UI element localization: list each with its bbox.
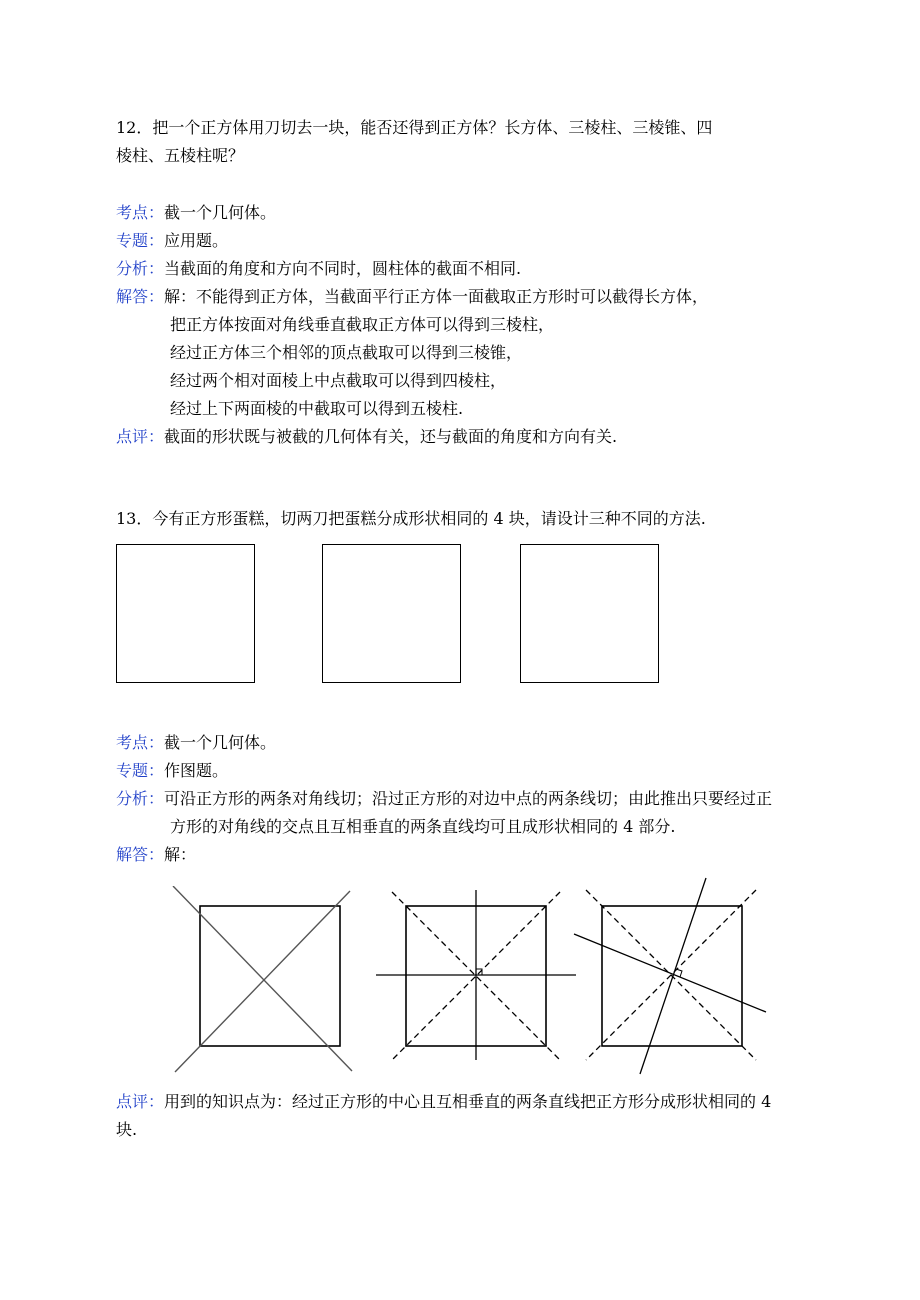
solution-figure-rotated (568, 876, 778, 1081)
zhuanti-text: 作图题。 (164, 761, 229, 780)
label-sep: ： (148, 789, 165, 808)
label-sep: ： (148, 733, 165, 752)
q13-zhuanti (116, 761, 228, 781)
dianping-text: 截面的形状既与被截的几何体有关，还与截面的角度和方向有关. (164, 427, 618, 446)
q12-dianping (116, 427, 617, 447)
blank-square-1 (116, 544, 255, 683)
fenxi-text: 当截面的角度和方向不同时，圆柱体的截面不相同. (164, 259, 522, 278)
q13-fenxi (116, 789, 772, 809)
label-sep: ： (148, 427, 165, 446)
solution-figure-midlines (372, 884, 582, 1064)
diagonal-cut-2 (175, 891, 350, 1072)
steep-cut (640, 878, 706, 1074)
label-sep: ： (148, 761, 165, 780)
q13-dianping (116, 1092, 771, 1112)
kaodian-text: 截一个几何体。 (164, 733, 277, 752)
label-sep: ： (148, 845, 165, 864)
label-sep: ： (148, 203, 165, 222)
dianping-label: 点评 (116, 427, 149, 446)
dianping-text: 用到的知识点为：经过正方形的中心且互相垂直的两条直线把正方形分成形状相同的 4 (164, 1092, 772, 1111)
q12-jieda-line4: 经过两个相对面棱上中点截取可以得到四棱柱， (170, 371, 507, 390)
q13-kaodian (116, 733, 276, 753)
jieda-text: 解： (164, 845, 197, 864)
kaodian-label: 考点 (116, 733, 149, 752)
q12-question-line1: 12．把一个正方体用刀切去一块，能否还得到正方体？长方体、三棱柱、三棱锥、四 (116, 118, 713, 137)
zhuanti-label: 专题 (116, 231, 149, 250)
fenxi-text: 可沿正方形的两条对角线切；沿过正方形的对边中点的两条线切；由此推出只要经过正 (164, 789, 773, 808)
q13-fenxi-line2: 方形的对角线的交点且互相垂直的两条直线均可且成形状相同的 4 部分. (170, 817, 676, 836)
kaodian-text: 截一个几何体。 (164, 203, 277, 222)
q13-dianping-line2: 块. (116, 1120, 138, 1139)
kaodian-label: 考点 (116, 203, 149, 222)
label-sep: ： (148, 287, 165, 306)
jieda-label: 解答 (116, 845, 149, 864)
blank-square-3 (520, 544, 659, 683)
q12-question-line2: 棱柱、五棱柱呢？ (116, 146, 245, 165)
fenxi-label: 分析 (116, 259, 149, 278)
right-angle-mark (476, 969, 482, 975)
q12-fenxi (116, 259, 521, 279)
q13-jieda (116, 845, 196, 865)
q12-jieda-line3: 经过正方体三个相邻的顶点截取可以得到三棱锥， (170, 343, 523, 362)
zhuanti-text: 应用题。 (164, 231, 229, 250)
fenxi-label: 分析 (116, 789, 149, 808)
label-sep: ： (148, 259, 165, 278)
blank-square-2 (322, 544, 461, 683)
label-sep: ： (148, 1092, 165, 1111)
q12-jieda-line5: 经过上下两面棱的中截取可以得到五棱柱. (170, 399, 464, 418)
q12-zhuanti (116, 231, 228, 251)
q13-question: 13．今有正方形蛋糕，切两刀把蛋糕分成形状相同的 4 块，请设计三种不同的方法. (116, 509, 706, 528)
jieda-line: 解：不能得到正方体，当截面平行正方体一面截取正方形时可以截得长方体， (164, 287, 709, 306)
q12-kaodian (116, 203, 276, 223)
jieda-label: 解答 (116, 287, 149, 306)
dianping-label: 点评 (116, 1092, 149, 1111)
label-sep: ： (148, 231, 165, 250)
q12-jieda (116, 287, 708, 307)
solution-figure-diagonals (170, 886, 360, 1076)
q12-jieda-line2: 把正方体按面对角线垂直截取正方体可以得到三棱柱， (170, 315, 555, 334)
zhuanti-label: 专题 (116, 761, 149, 780)
